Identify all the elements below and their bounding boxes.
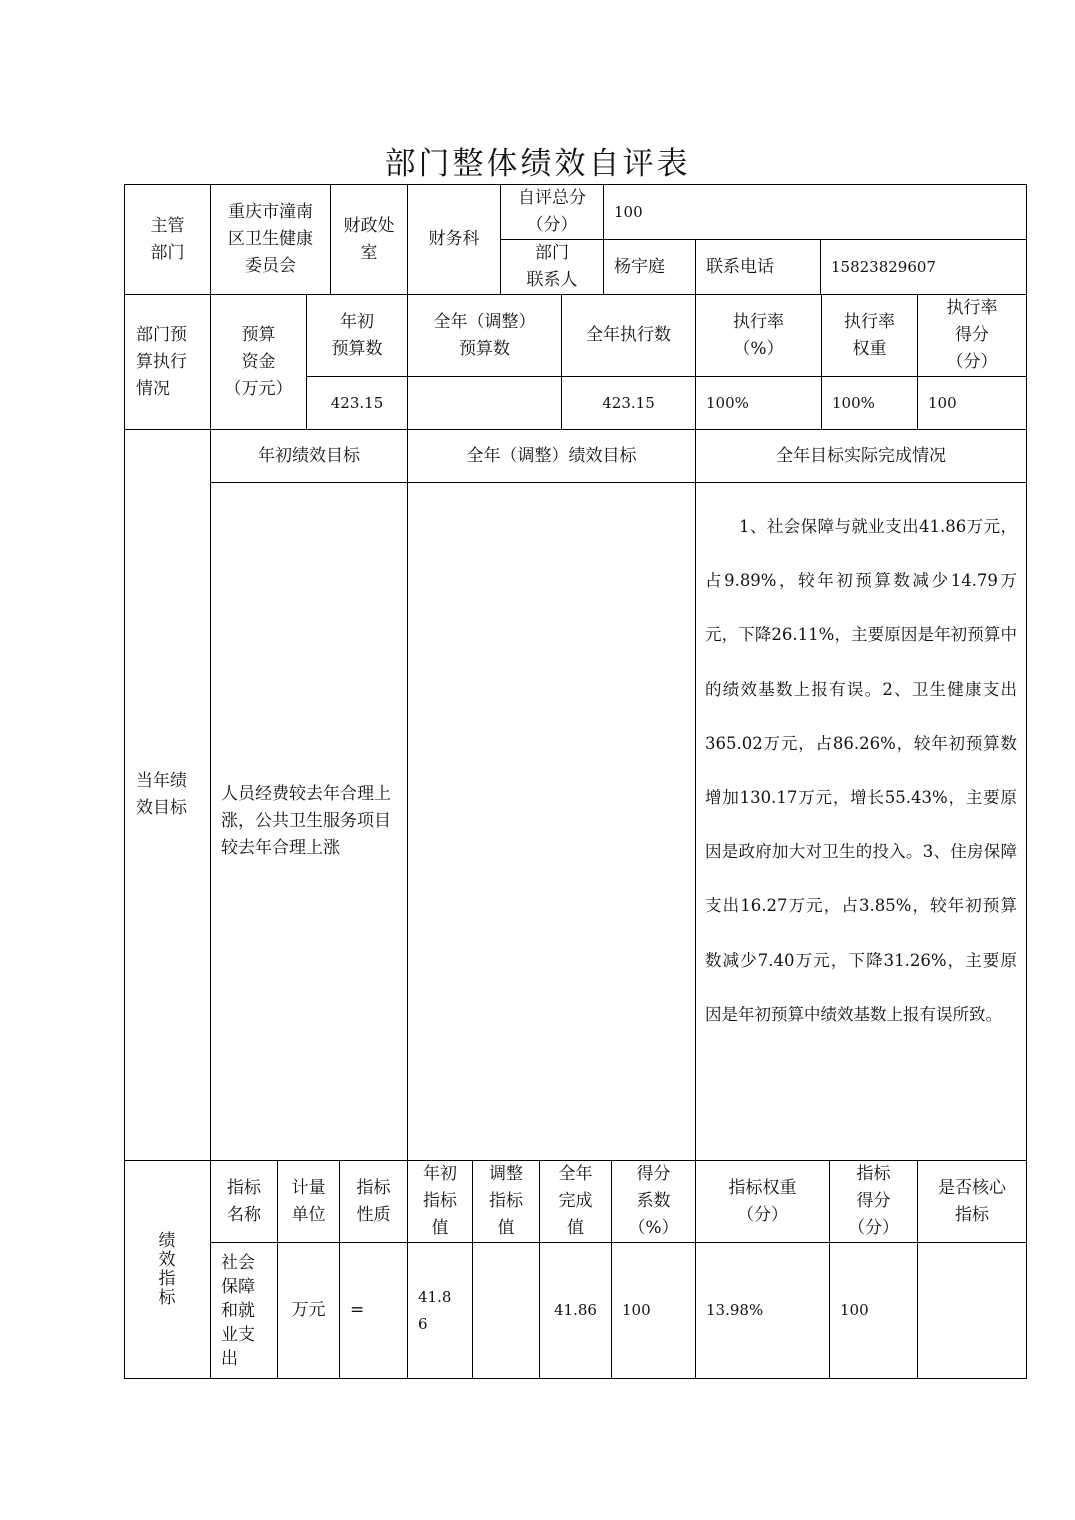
col-initial-budget: 年初 预算数 bbox=[331, 311, 383, 359]
col-adjusted-budget: 全年（调整） 预算数 bbox=[433, 311, 536, 359]
ind-header-score: 指标 得分 （分） bbox=[848, 1164, 899, 1238]
ind-header-core: 是否核心 指标 bbox=[938, 1177, 1006, 1225]
ind-row-name: 社会 保障 和就 业支 出 bbox=[221, 1252, 255, 1369]
ind-header-weight: 指标权重 （分） bbox=[728, 1177, 797, 1225]
actual-completion-content: 1、社会保障与就业支出41.86万元，占9.89%，较年初预算数减少14.79万元，下降26.11%，主要原因是年初预算中的绩效基数上报有误。2、卫生健康支出365.02万元，占86.26%，较年初预算数增加130.17万元，增长55.43%，主要原因是政府加大对卫生的投入。3、住房保障支出16.27万元，占3.85%，较年初预算数减少7.40万元，下降31.26%，主要原因是年初预算中绩效基数上报有误所致。 bbox=[705, 517, 1017, 1024]
ind-header-coef: 得分 系数 （%） bbox=[628, 1164, 679, 1238]
ind-row-coef: 100 bbox=[622, 1301, 651, 1319]
ind-header-name: 指标 名称 bbox=[227, 1177, 261, 1225]
exec-rate-value: 100% bbox=[706, 393, 749, 412]
contact-name: 杨宇庭 bbox=[614, 256, 665, 277]
ind-header-nature: 指标 性质 bbox=[356, 1177, 391, 1225]
actual-completion-text bbox=[697, 500, 1025, 1042]
col-exec-rate: 执行率 （%） bbox=[733, 311, 784, 359]
executed-value: 423.15 bbox=[602, 393, 655, 412]
rate-weight-value: 100% bbox=[832, 393, 875, 412]
ind-header-completed: 全年 完成 值 bbox=[558, 1164, 593, 1238]
rate-score-value: 100 bbox=[928, 393, 957, 412]
ind-header-initial: 年初 指标 值 bbox=[423, 1164, 457, 1238]
office-label: 财政处 室 bbox=[343, 215, 395, 263]
office-value: 财务科 bbox=[428, 229, 480, 249]
ind-row-adjusted bbox=[473, 1243, 539, 1378]
goals-section-label: 当年绩 效目标 bbox=[136, 771, 187, 818]
adjusted-budget-value bbox=[408, 377, 561, 429]
initial-budget-value: 423.15 bbox=[330, 393, 384, 412]
ind-row-unit: 万元 bbox=[291, 1300, 326, 1320]
ind-row-core bbox=[918, 1243, 1026, 1378]
ind-row-nature: = bbox=[350, 1300, 365, 1320]
col-executed: 全年执行数 bbox=[586, 325, 671, 345]
col-adjusted-goal: 全年（调整）绩效目标 bbox=[466, 445, 637, 466]
score-value: 100 bbox=[614, 202, 643, 221]
ind-header-adjusted: 调整 指标 值 bbox=[489, 1164, 523, 1238]
contact-label: 部门 联系人 bbox=[526, 243, 578, 290]
phone-value: 15823829607 bbox=[831, 257, 936, 276]
dept-name: 重庆市潼南 区卫生健康 委员会 bbox=[228, 202, 313, 276]
col-rate-weight: 执行率 权重 bbox=[844, 311, 895, 359]
ind-row-completed: 41.86 bbox=[554, 1301, 597, 1319]
adjusted-goal-text bbox=[408, 483, 695, 1160]
initial-goal-text: 人员经费较去年合理上涨，公共卫生服务项目较去年合理上涨 bbox=[221, 784, 391, 858]
ind-row-score: 100 bbox=[840, 1301, 869, 1319]
indicators-section-label: 绩 效 指 标 bbox=[158, 1231, 176, 1308]
col-rate-score: 执行率 得分 （分） bbox=[946, 298, 998, 372]
col-initial-goal: 年初绩效目标 bbox=[258, 445, 360, 466]
budget-section-label: 部门预 算执行 情况 bbox=[136, 324, 187, 399]
phone-label: 联系电话 bbox=[706, 256, 774, 277]
ind-row-initial: 41.8 6 bbox=[418, 1287, 452, 1333]
ind-header-unit: 计量 单位 bbox=[291, 1177, 326, 1225]
col-actual-completion: 全年目标实际完成情况 bbox=[776, 445, 946, 466]
fund-label: 预算 资金 （万元） bbox=[224, 324, 293, 399]
ind-row-weight: 13.98% bbox=[706, 1301, 764, 1319]
score-label: 自评总分 （分） bbox=[518, 188, 586, 235]
dept-label: 主管 部门 bbox=[150, 215, 185, 263]
page-title: 部门整体绩效自评表 bbox=[384, 146, 691, 182]
